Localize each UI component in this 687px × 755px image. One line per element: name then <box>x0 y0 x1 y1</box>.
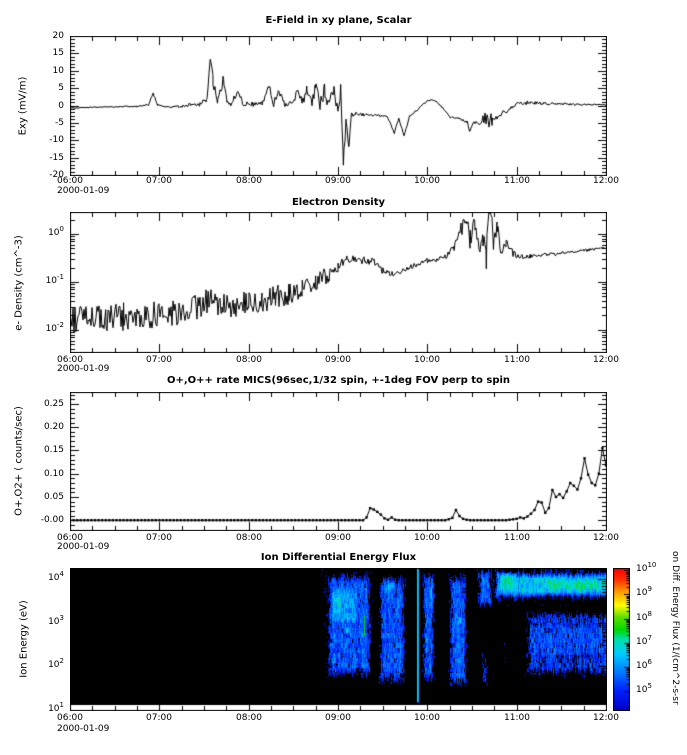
panel-title-density: Electron Density <box>291 197 386 208</box>
x-tick-label: 12:00 <box>593 533 619 543</box>
colorbar-tick-label: $10^{10}$ <box>636 561 657 574</box>
y-axis-label-efield: Exy (mV/m) <box>17 76 29 136</box>
y-tick-label: $10^1$ <box>48 701 64 714</box>
x-tick-label: 07:00 <box>146 176 172 186</box>
y-tick-label: -0.00 <box>40 515 64 525</box>
x-tick-label: 11:00 <box>504 355 530 365</box>
colorbar-tick-label: $10^8$ <box>636 610 652 623</box>
colorbar-tick-label: $10^7$ <box>636 634 652 647</box>
x-tick-label: 09:00 <box>325 533 351 543</box>
y-tick-label: $10^4$ <box>48 570 64 583</box>
y-tick-label: -10 <box>49 135 64 145</box>
y-tick-label: 0 <box>58 101 64 111</box>
colorbar-tick-label: $10^9$ <box>636 585 652 598</box>
y-tick-label: 20 <box>52 31 64 41</box>
y-tick-label: 0.20 <box>43 422 64 432</box>
spectrogram-canvas <box>70 568 607 711</box>
colorbar-tick-label: $10^5$ <box>636 682 652 695</box>
y-tick-label: 0.10 <box>43 469 64 479</box>
x-tick-label: 11:00 <box>504 533 530 543</box>
y-tick-label: 10 <box>52 66 64 76</box>
x-tick-label: 09:00 <box>325 176 351 186</box>
x-tick-label: 11:00 <box>504 713 530 723</box>
x-tick-label: 07:00 <box>146 713 172 723</box>
x-tick-label: 08:00 <box>236 533 262 543</box>
colorbar-label: on Diff. Energy Flux (1/(cm^2-s-sr <box>670 551 680 705</box>
y-axis-label-ion-energy: Ion Energy (eV) <box>18 600 30 678</box>
x-tick-label: 10:00 <box>414 176 440 186</box>
y-tick-label: $10^2$ <box>48 657 64 670</box>
x-tick-label: 08:00 <box>236 355 262 365</box>
colorbar-tick-label: $10^6$ <box>636 658 652 671</box>
x-tick-label: 07:00 <box>146 355 172 365</box>
x-tick-label: 06:00 <box>57 533 83 543</box>
x-tick-label: 12:00 <box>593 176 619 186</box>
panel-title-spectrogram: Ion Differential Energy Flux <box>260 552 417 563</box>
y-tick-label: $10^0$ <box>48 225 64 238</box>
date-label-panel4: 2000-01-09 <box>57 724 110 734</box>
x-tick-label: 12:00 <box>593 713 619 723</box>
date-label-panel1: 2000-01-09 <box>57 186 110 196</box>
x-tick-label: 06:00 <box>57 355 83 365</box>
y-tick-label: 0.15 <box>43 445 64 455</box>
x-tick-label: 09:00 <box>325 713 351 723</box>
x-tick-label: 10:00 <box>414 533 440 543</box>
date-label-panel2: 2000-01-09 <box>57 364 110 374</box>
x-tick-label: 12:00 <box>593 355 619 365</box>
x-tick-label: 08:00 <box>236 713 262 723</box>
y-tick-label: 15 <box>52 48 64 58</box>
y-tick-label: $10^3$ <box>48 614 64 627</box>
y-tick-label: 5 <box>58 83 64 93</box>
efield-plot-canvas <box>70 36 607 176</box>
y-tick-label: -5 <box>55 118 64 128</box>
x-tick-label: 08:00 <box>236 176 262 186</box>
y-tick-label: -15 <box>49 153 64 163</box>
y-axis-label-density: e- Density (cm^-3) <box>13 235 25 331</box>
y-tick-label: -20 <box>49 170 64 180</box>
x-tick-label: 10:00 <box>414 713 440 723</box>
x-tick-label: 10:00 <box>414 355 440 365</box>
y-axis-label-ion-rate: O+,O2+ ( counts/sec) <box>13 406 25 516</box>
ion-rate-plot-canvas <box>70 392 607 531</box>
x-tick-label: 06:00 <box>57 176 83 186</box>
x-tick-label: 11:00 <box>504 176 530 186</box>
y-tick-label: $10^{-1}$ <box>45 273 64 286</box>
density-plot-canvas <box>70 212 607 353</box>
y-tick-label: 0.05 <box>43 492 64 502</box>
y-tick-label: 0.25 <box>43 399 64 409</box>
panel-title-ion-rate: O+,O++ rate MICS(96sec,1/32 spin, +-1deg FOV perp to spin <box>166 375 511 386</box>
date-label-panel3: 2000-01-09 <box>57 542 110 552</box>
colorbar-canvas <box>613 568 630 711</box>
x-tick-label: 06:00 <box>57 713 83 723</box>
x-tick-label: 07:00 <box>146 533 172 543</box>
panel-title-efield: E-Field in xy plane, Scalar <box>265 15 412 26</box>
y-tick-label: $10^{-2}$ <box>45 321 64 334</box>
x-tick-label: 09:00 <box>325 355 351 365</box>
